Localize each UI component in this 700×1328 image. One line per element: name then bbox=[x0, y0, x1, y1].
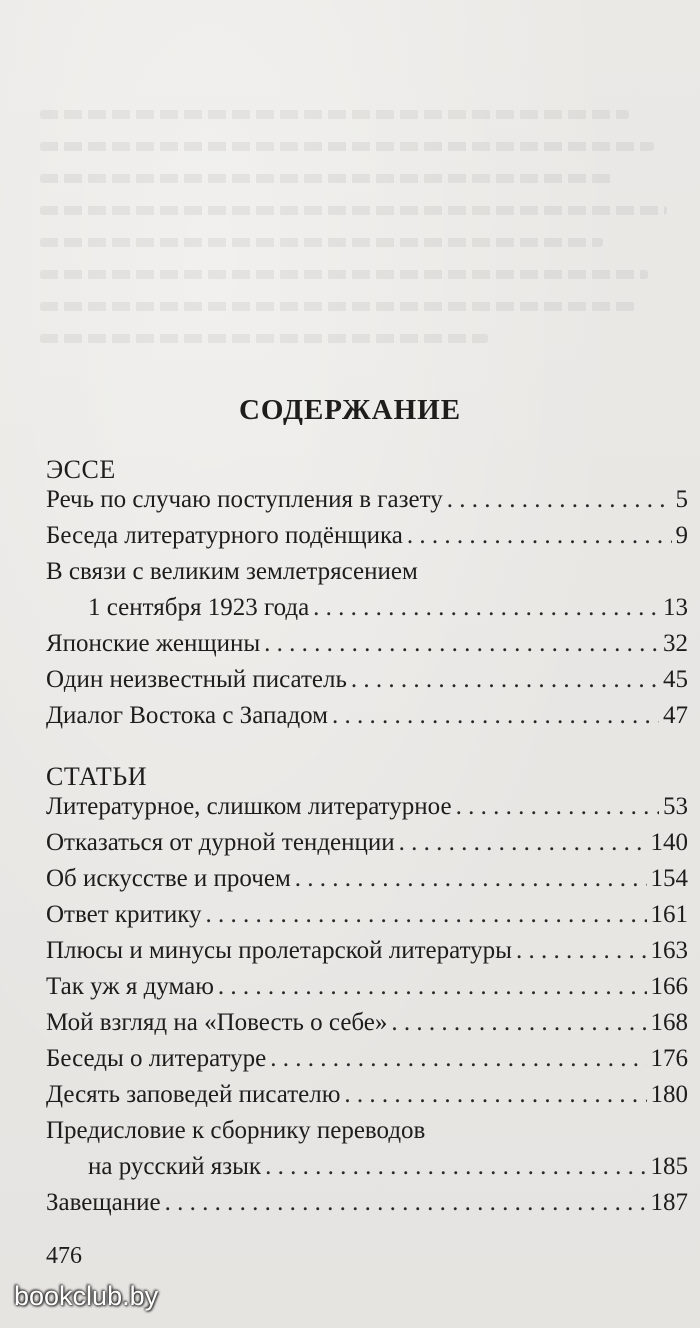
toc-entry-title: Мой взгляд на «Повесть о себе» bbox=[46, 1009, 388, 1036]
toc-entry-page: 163 bbox=[650, 937, 688, 964]
toc-entry-title: В связи с великим землетрясением bbox=[46, 558, 418, 585]
toc-entry-title: Один неизвестный писатель bbox=[46, 666, 347, 693]
section-heading-essays: ЭССЕ bbox=[46, 455, 116, 484]
toc-entry-title: Предисловие к сборнику переводов bbox=[46, 1117, 426, 1144]
toc-entry-page: 32 bbox=[663, 630, 688, 657]
dot-leader bbox=[456, 793, 659, 821]
toc-entry-title: на русский язык bbox=[88, 1153, 262, 1180]
toc-entry[interactable] bbox=[46, 1189, 688, 1225]
toc-entry-title: Об искусстве и прочем bbox=[46, 865, 291, 892]
toc-entry-continuation[interactable] bbox=[88, 594, 688, 630]
section-heading-articles: СТАТЬИ bbox=[46, 762, 148, 791]
toc-entry-title: Диалог Востока с Западом bbox=[46, 702, 329, 729]
dot-leader bbox=[516, 937, 647, 965]
toc-entry-page: 13 bbox=[663, 594, 688, 621]
toc-entry[interactable] bbox=[46, 793, 688, 829]
toc-entry-page: 47 bbox=[663, 702, 688, 729]
dot-leader bbox=[332, 702, 659, 730]
toc-entry[interactable] bbox=[46, 702, 688, 738]
toc-entry-title: Отказаться от дурной тенденции bbox=[46, 829, 395, 856]
dot-leader bbox=[218, 973, 647, 1001]
toc-entry-page: 5 bbox=[675, 486, 688, 513]
dot-leader bbox=[399, 829, 647, 857]
toc-entry-title: Завещание bbox=[46, 1189, 161, 1216]
dot-leader bbox=[407, 522, 672, 550]
toc-entry[interactable] bbox=[46, 829, 688, 865]
toc-entry-page: 161 bbox=[650, 901, 688, 928]
toc-entry-page: 45 bbox=[663, 666, 688, 693]
dot-leader bbox=[391, 1009, 646, 1037]
toc-entry[interactable] bbox=[46, 937, 688, 973]
toc-entry-page: 53 bbox=[663, 793, 688, 820]
site-watermark: bookclub.by bbox=[14, 1281, 159, 1311]
toc-entry[interactable] bbox=[46, 1045, 688, 1081]
toc-entry-title: Литературное, слишком литературное bbox=[46, 793, 452, 820]
toc-entry-title: Японские женщины bbox=[46, 630, 261, 657]
toc-entry-page: 9 bbox=[675, 522, 688, 549]
toc-entry[interactable] bbox=[46, 901, 688, 937]
toc-entry-title: 1 сентября 1923 года bbox=[88, 594, 310, 621]
toc-entry[interactable] bbox=[46, 522, 688, 558]
toc-entry-title: Беседы о литературе bbox=[46, 1045, 267, 1072]
dot-leader bbox=[265, 1153, 646, 1181]
toc-entry-title: Десять заповедей писателю bbox=[46, 1081, 341, 1108]
dot-leader bbox=[351, 666, 659, 694]
toc-entry-title: Беседа литературного подёнщика bbox=[46, 522, 403, 549]
toc-entry-page: 180 bbox=[650, 1081, 688, 1108]
toc-entry[interactable] bbox=[46, 865, 688, 901]
toc-entry[interactable] bbox=[46, 1081, 688, 1117]
show-through-text bbox=[40, 110, 680, 410]
toc-entry[interactable] bbox=[46, 558, 688, 594]
dot-leader bbox=[344, 1081, 646, 1109]
toc-entry[interactable] bbox=[46, 486, 688, 522]
toc-entry-page: 168 bbox=[650, 1009, 688, 1036]
toc-entry[interactable] bbox=[46, 973, 688, 1009]
dot-leader bbox=[206, 901, 647, 929]
dot-leader bbox=[165, 1189, 647, 1217]
toc-entry-title: Речь по случаю поступления в газету bbox=[46, 486, 443, 513]
dot-leader bbox=[447, 486, 672, 514]
toc-entry-title: Ответ критику bbox=[46, 901, 202, 928]
toc-entry-page: 176 bbox=[650, 1045, 688, 1072]
toc-entry[interactable] bbox=[46, 666, 688, 702]
toc-entry[interactable] bbox=[46, 1009, 688, 1045]
dot-leader bbox=[264, 630, 659, 658]
toc-entry[interactable] bbox=[46, 1117, 688, 1153]
dot-leader bbox=[270, 1045, 646, 1073]
toc-entry-page: 140 bbox=[650, 829, 688, 856]
toc-entry-page: 166 bbox=[650, 973, 688, 1000]
toc-entry-title: Так уж я думаю bbox=[46, 973, 214, 1000]
dot-leader bbox=[313, 594, 659, 622]
toc-entry-page: 185 bbox=[650, 1153, 688, 1180]
dot-leader bbox=[295, 865, 647, 893]
page-number: 476 bbox=[46, 1243, 82, 1269]
toc-entry-continuation[interactable] bbox=[88, 1153, 688, 1189]
toc-entry-page: 154 bbox=[650, 865, 688, 892]
toc-heading: СОДЕРЖАНИЕ bbox=[238, 394, 462, 426]
toc-entry[interactable] bbox=[46, 630, 688, 666]
toc-entry-page: 187 bbox=[650, 1189, 688, 1216]
toc-entry-title: Плюсы и минусы пролетарской литературы bbox=[46, 937, 512, 964]
